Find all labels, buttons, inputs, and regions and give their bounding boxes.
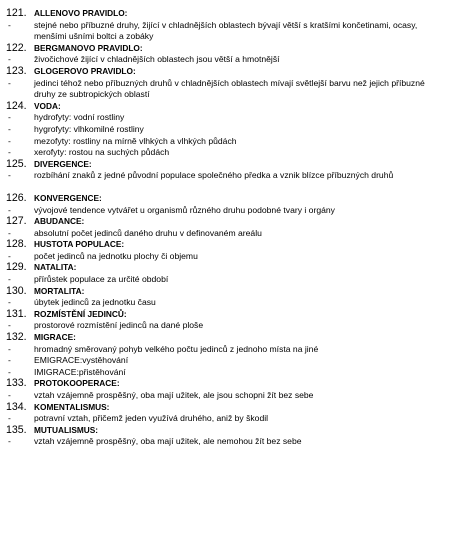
entry-133 [6,378,449,401]
entry-heading [6,8,449,20]
dash-bullet: - [8,170,11,181]
entry-number: 131. [6,307,27,320]
entry-item [6,112,449,124]
dash-bullet: - [8,355,11,366]
dash-bullet: - [8,343,11,354]
entry-item [6,274,449,286]
entry-item [6,78,449,101]
entry-item [6,390,449,402]
entry-item-text: stejné nebo příbuzné druhy, žijící v chladnějších oblastech bývají větší s kratšími končetinami, ocasy, menšími ušními boltci a zobáky [34,19,418,42]
entry-item [6,436,449,448]
entry-item-text: hydrofyty: vodní rostliny [34,112,125,123]
dash-bullet: - [8,135,11,146]
entry-item-text: prostorové rozmístění jedinců na dané ploše [34,320,204,331]
entry-number: 124. [6,99,27,112]
dash-bullet: - [8,147,11,158]
entry-number: 122. [6,41,27,54]
entry-number: 132. [6,331,27,344]
entry-number: 121. [6,7,27,19]
entry-item-text: přírůstek populace za určité období [34,274,169,285]
entry-129 [6,262,449,285]
entry-item-text: mezofyty: rostliny na mírně vlhkých a vlhkých půdách [34,135,237,146]
entry-item-text: jedinci téhož nebo příbuzných druhů v chladnějších oblastech mívají světlejší barvu než jejich příbuzné druhy ze subtropických oblastí [34,77,425,100]
dash-bullet: - [8,77,11,88]
entry-123 [6,66,449,101]
entry-item-text: xerofyty: rostou na suchých půdách [34,147,170,158]
entry-heading [6,101,449,113]
entry-item [6,297,449,309]
entry-item [6,147,449,159]
entry-title: ALLENOVO PRAVIDLO: [34,8,128,18]
entry-item [6,205,449,217]
entry-heading [6,309,449,321]
entry-item [6,136,449,148]
entry-item [6,344,449,356]
entry-item [6,228,449,240]
entry-item-text: absolutní počet jedinců daného druhu v definovaném areálu [34,227,262,238]
entry-127 [6,216,449,239]
entry-126 [6,193,449,216]
entry-124 [6,101,449,159]
entry-125 [6,159,449,182]
dash-bullet: - [8,390,11,400]
entry-item [6,54,449,66]
entry-title: BERGMANOVO PRAVIDLO: [34,42,143,53]
entry-title: GLOGEROVO PRAVIDLO: [34,65,136,76]
dash-bullet: - [8,54,11,65]
dash-bullet: - [8,112,11,123]
dash-bullet: - [8,250,11,261]
entry-132 [6,332,449,378]
entry-number: 134. [6,400,27,413]
blank-line [6,182,449,193]
entry-item [6,20,449,43]
entry-item-text: vztah vzájemně prospěšný, oba mají užitek, ale nemohou žít bez sebe [34,436,302,447]
entry-title: ABUDANCE: [34,216,85,227]
entry-title: PROTOKOOPERACE: [34,378,120,389]
entry-title: NATALITA: [34,262,77,273]
entry-number: 135. [6,423,27,436]
entry-122 [6,43,449,66]
dash-bullet: - [8,413,11,424]
entry-item-text: EMIGRACE:vystěhování [34,355,129,366]
entry-heading [6,216,449,228]
entry-number: 129. [6,261,27,274]
entry-item-text: rozbíhání znaků z jedné původní populace společného předka a vznik blízce příbuzných druhů [34,170,394,181]
entry-title: KOMENTALISMUS: [34,401,110,412]
entry-heading [6,66,449,78]
entry-item [6,367,449,379]
entry-number: 125. [6,157,27,170]
entry-heading [6,425,449,437]
entry-item [6,124,449,136]
dash-bullet: - [8,19,11,30]
dash-bullet: - [8,436,11,447]
entry-item-text: vztah vzájemně prospěšný, oba mají užitek, ale jsou schopni žít bez sebe [34,390,314,400]
entry-number: 128. [6,238,27,251]
entry-item-text: vývojové tendence vytvářet u organismů různého druhu podobné tvary i orgány [34,204,335,215]
entry-121 [6,8,449,43]
entry-item [6,320,449,332]
entry-item-text: hygrofyty: vlhkomilné rostliny [34,123,144,134]
entry-heading [6,43,449,55]
entry-135 [6,425,449,448]
entry-134 [6,402,449,425]
entry-number: 133. [6,377,27,390]
entry-item [6,355,449,367]
entry-heading [6,286,449,298]
entry-item [6,413,449,425]
entry-131 [6,309,449,332]
entry-128 [6,239,449,262]
entry-item-text: potravní vztah, přičemž jeden využívá druhého, aniž by škodil [34,413,269,424]
dash-bullet: - [8,297,11,308]
dash-bullet: - [8,366,11,377]
entry-title: VODA: [34,100,61,111]
dash-bullet: - [8,204,11,215]
entry-heading [6,262,449,274]
dash-bullet: - [8,123,11,134]
entry-title: DIVERGENCE: [34,158,92,169]
dash-bullet: - [8,274,11,285]
dash-bullet: - [8,320,11,331]
entry-heading [6,402,449,414]
entry-title: HUSTOTA POPULACE: [34,239,125,250]
entry-number: 126. [6,191,27,204]
entry-number: 123. [6,64,27,77]
entry-title: KONVERGENCE: [34,192,102,203]
entry-heading [6,159,449,171]
entry-title: MIGRACE: [34,332,76,343]
entry-item-text: hromadný směrovaný pohyb velkého počtu jedinců z jednoho místa na jiné [34,343,319,354]
entry-title: MUTUALISMUS: [34,424,99,435]
entry-item-text: počet jedinců na jednotku plochy či objemu [34,250,198,261]
entry-item-text: IMIGRACE:přistěhování [34,366,126,377]
entry-number: 127. [6,215,27,228]
entry-title: MORTALITA: [34,285,85,296]
entry-number: 130. [6,284,27,297]
entry-heading [6,332,449,344]
entry-heading [6,378,449,390]
entry-item-text: úbytek jedinců za jednotku času [34,297,156,308]
entry-heading [6,239,449,251]
entry-item [6,170,449,182]
entry-item-text: živočichové žijící v chladnějších oblastech jsou větší a hmotnější [34,54,280,65]
entry-130 [6,286,449,309]
dash-bullet: - [8,227,11,238]
entry-title: ROZMÍSTĚNÍ JEDINCŮ: [34,308,127,319]
entry-item [6,251,449,263]
entry-heading [6,193,449,205]
